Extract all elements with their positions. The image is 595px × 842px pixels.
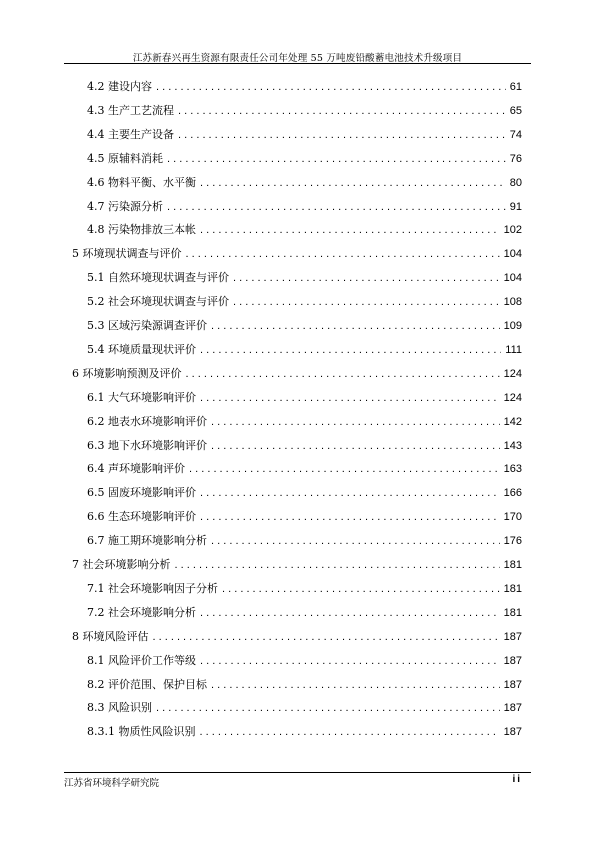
toc-entry-page: 163 — [503, 463, 522, 476]
toc-entry-page: 142 — [503, 415, 522, 428]
toc-entry-label: 7.2 社会环境影响分析 — [87, 605, 196, 619]
toc-leader-dots — [200, 725, 500, 739]
toc-entry[interactable] — [0, 604, 522, 620]
toc-leader-dots — [156, 80, 506, 94]
footer-organization: 江苏省环境科学研究院 — [64, 778, 160, 789]
toc-entry-label: 4.2 建设内容 — [87, 80, 152, 93]
toc-entry-page: 65 — [509, 104, 522, 117]
toc-entry-label: 6.6 生态环境影响评价 — [87, 510, 196, 524]
toc-entry[interactable] — [0, 484, 522, 500]
toc-leader-dots — [211, 319, 500, 333]
toc-entry-label: 6.5 固废环境影响评价 — [87, 486, 196, 500]
toc-entry[interactable] — [0, 699, 522, 715]
toc-entry-label: 4.5 原辅料消耗 — [87, 151, 163, 165]
toc-leader-dots — [200, 606, 500, 620]
toc-entry[interactable] — [0, 460, 522, 476]
toc-entry-label: 7.1 社会环境影响因子分析 — [87, 581, 218, 595]
toc-entry-label: 6 环境影响预测及评价 — [72, 366, 182, 380]
toc-entry[interactable] — [0, 580, 522, 596]
toc-leader-dots — [200, 343, 501, 357]
toc-entry-page: 61 — [509, 81, 522, 93]
toc-entry-label: 5.1 自然环境现状调查与评价 — [87, 271, 229, 285]
toc-entry[interactable] — [0, 676, 522, 692]
toc-entry-page: 104 — [503, 248, 522, 261]
toc-entry-label: 6.3 地下水环境影响评价 — [87, 438, 207, 452]
toc-entry-page: 187 — [503, 726, 522, 739]
toc-entry-page: 111 — [505, 343, 522, 356]
toc-entry-page: 187 — [503, 654, 522, 667]
toc-leader-dots — [200, 223, 500, 237]
toc-entry[interactable] — [0, 437, 522, 453]
toc-entry-page: 187 — [503, 702, 522, 715]
toc-entry-page: 74 — [509, 128, 522, 141]
toc-leader-dots — [233, 295, 500, 309]
toc-entry[interactable] — [0, 317, 522, 333]
toc-entry[interactable] — [0, 78, 522, 94]
toc-leader-dots — [167, 200, 506, 214]
toc-entry-page: 181 — [503, 582, 522, 595]
toc-entry[interactable] — [0, 532, 522, 548]
toc-entry[interactable] — [0, 150, 522, 166]
toc-leader-dots — [233, 271, 500, 285]
toc-entry-page: 176 — [503, 535, 522, 548]
toc-entry-label: 8.1 风险评价工作等级 — [87, 653, 196, 667]
toc-entry-label: 8 环境风险评估 — [72, 629, 149, 643]
toc-entry-label: 4.6 物料平衡、水平衡 — [87, 175, 196, 189]
toc-leader-dots — [211, 415, 500, 429]
toc-leader-dots — [211, 534, 500, 548]
toc-entry-page: 108 — [503, 296, 522, 309]
toc-entry-page: 187 — [503, 630, 522, 643]
toc-entry-label: 4.7 污染源分析 — [87, 199, 163, 213]
toc-entry-page: 80 — [509, 176, 522, 189]
running-header: 江苏新春兴再生资源有限责任公司年处理 55 万吨废铅酸蓄电池技术升级项目 — [132, 53, 463, 64]
toc-leader-dots — [222, 582, 500, 596]
toc-entry[interactable] — [0, 365, 522, 381]
toc-entry[interactable] — [0, 198, 522, 214]
toc-entry-page: 124 — [503, 367, 522, 380]
toc-leader-dots — [186, 247, 500, 261]
toc-entry-label: 4.4 主要生产设备 — [87, 127, 174, 141]
toc-entry-label: 5.4 环境质量现状评价 — [87, 342, 196, 356]
toc-leader-dots — [211, 678, 500, 692]
toc-leader-dots — [178, 104, 506, 118]
toc-entry-page: 170 — [503, 511, 522, 524]
toc-entry-label: 5.3 区域污染源调查评价 — [87, 319, 207, 332]
toc-leader-dots — [200, 176, 506, 190]
toc-entry-label: 8.3 风险识别 — [87, 701, 152, 715]
toc-entry-page: 91 — [509, 200, 522, 213]
toc-entry-page: 109 — [503, 320, 522, 332]
toc-entry[interactable] — [0, 221, 522, 237]
toc-entry-label: 4.8 污染物排放三本帐 — [87, 223, 196, 237]
toc-entry[interactable] — [0, 341, 522, 357]
toc-entry-page: 102 — [503, 224, 522, 237]
toc-entry[interactable] — [0, 126, 522, 142]
toc-entry[interactable] — [0, 628, 522, 644]
toc-entry-page: 76 — [509, 152, 522, 165]
toc-entry-label: 6.1 大气环境影响评价 — [87, 390, 196, 404]
toc-entry-label: 7 社会环境影响分析 — [72, 558, 171, 571]
toc-entry-label: 8.2 评价范围、保护目标 — [87, 677, 207, 691]
page-number: ii — [512, 774, 522, 785]
toc-leader-dots — [200, 486, 500, 500]
toc-leader-dots — [156, 701, 500, 715]
toc-leader-dots — [211, 439, 500, 453]
toc-entry[interactable] — [0, 102, 522, 118]
footer-rule — [64, 772, 531, 773]
toc-leader-dots — [200, 654, 500, 668]
toc-leader-dots — [189, 462, 500, 476]
toc-leader-dots — [175, 558, 500, 572]
toc-entry[interactable] — [0, 174, 522, 190]
toc-entry-label: 6.2 地表水环境影响评价 — [87, 414, 207, 428]
toc-entry-label: 6.7 施工期环境影响分析 — [87, 534, 207, 548]
toc-entry-page: 166 — [503, 487, 522, 500]
toc-entry[interactable] — [0, 413, 522, 429]
toc-entry-page: 124 — [503, 391, 522, 404]
toc-entry[interactable] — [0, 652, 522, 668]
toc-entry[interactable] — [0, 389, 522, 405]
toc-leader-dots — [200, 391, 500, 405]
toc-entry-page: 187 — [503, 678, 522, 691]
toc-entry[interactable] — [0, 723, 522, 739]
toc-entry-label: 5 环境现状调查与评价 — [72, 247, 182, 261]
toc-leader-dots — [167, 152, 506, 166]
toc-leader-dots — [200, 510, 500, 524]
toc-entry-page: 181 — [503, 606, 522, 619]
toc-leader-dots — [153, 630, 500, 644]
toc-entry-label: 4.3 生产工艺流程 — [87, 103, 174, 117]
toc-entry-page: 181 — [503, 559, 522, 571]
toc-entry[interactable] — [0, 245, 522, 261]
toc-leader-dots — [186, 367, 500, 381]
toc-entry-page: 143 — [503, 439, 522, 452]
toc-entry-page: 104 — [503, 272, 522, 285]
toc-entry-label: 5.2 社会环境现状调查与评价 — [87, 295, 229, 309]
toc-entry-label: 8.3.1 物质性风险识别 — [87, 725, 196, 739]
toc-entry[interactable] — [0, 508, 522, 524]
toc-entry-label: 6.4 声环境影响评价 — [87, 462, 185, 476]
toc-entry[interactable] — [0, 293, 522, 309]
toc-leader-dots — [178, 128, 506, 142]
toc-entry[interactable] — [0, 556, 522, 572]
toc-entry[interactable] — [0, 269, 522, 285]
